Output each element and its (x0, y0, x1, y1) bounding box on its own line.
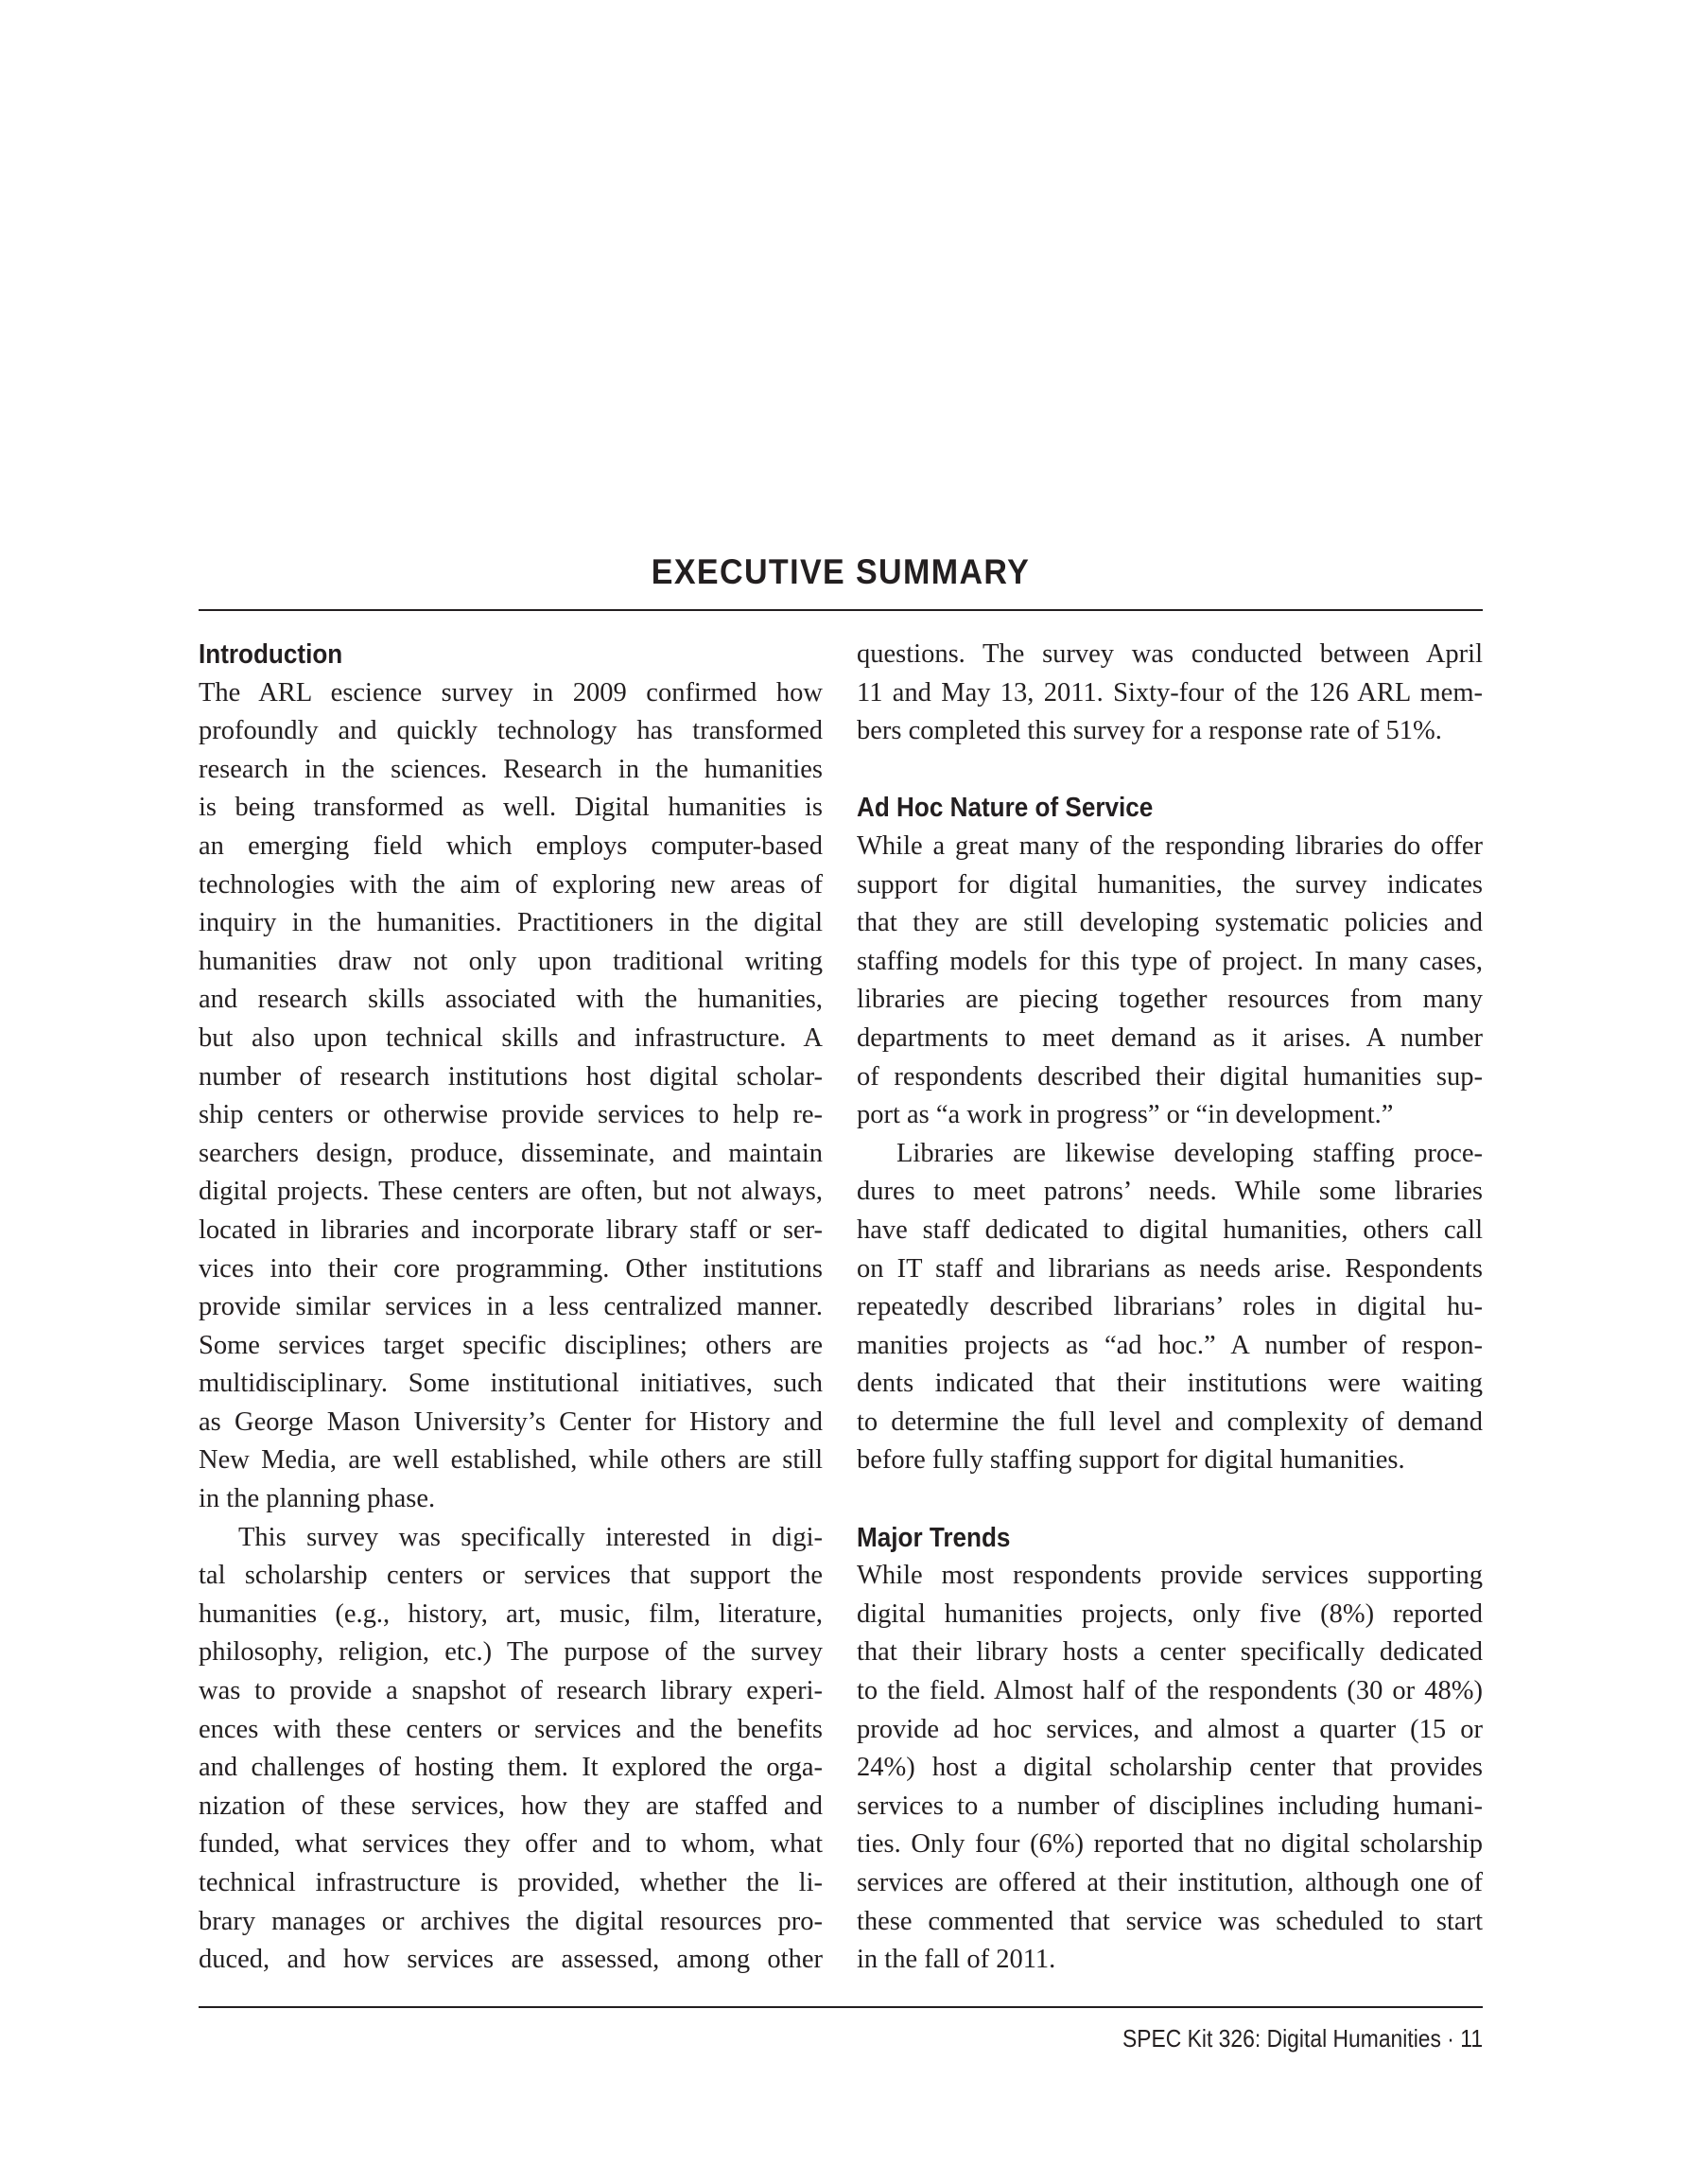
text-line: profoundly and quickly technology has transformed (199, 716, 823, 746)
text-line: The ARL escience survey in 2009 confirmed how (199, 677, 823, 708)
text-line: searchers design, produce, disseminate, and maintain (199, 1138, 823, 1168)
text-line: services are offered at their institution, although one of (857, 1868, 1483, 1897)
text-line: tal scholarship centers or services that support the (199, 1561, 823, 1591)
text-line: but also upon technical skills and infrastructure. A (199, 1022, 823, 1053)
text-line: is being transformed as well. Digital humanities is (199, 793, 823, 823)
text-line: of respondents described their digital humanities sup- (857, 1061, 1483, 1092)
text-line: Libraries are likewise developing staffing proce- (896, 1138, 1483, 1168)
ad-hoc-paragraph-1 (857, 828, 1483, 1135)
text-line: humanities draw not only upon traditional writing (199, 946, 823, 976)
text-line: an emerging field which employs computer-based (199, 830, 823, 861)
text-line: ship centers or otherwise provide services to help re- (199, 1100, 823, 1130)
text-line: ences with these centers or services and the benefits (199, 1714, 823, 1744)
text-line: these commented that service was scheduled to start (857, 1906, 1483, 1936)
text-line: and challenges of hosting them. It explored the orga- (199, 1753, 823, 1783)
text-line: dures to meet patrons’ needs. While some libraries (857, 1177, 1483, 1207)
text-line: nization of these services, how they are staffed and (199, 1791, 823, 1821)
text-line: vices into their core programming. Other institutions (199, 1253, 823, 1284)
text-line: philosophy, religion, etc.) The purpose of the survey (199, 1637, 823, 1668)
introduction-paragraph-2-continued (857, 636, 1483, 751)
text-line: that they are still developing systematic policies and (857, 908, 1483, 938)
right-column (857, 636, 1483, 1980)
text-line: services to a number of disciplines including humani- (857, 1791, 1483, 1821)
text-line: questions. The survey was conducted between April (857, 639, 1483, 669)
text-line: number of research institutions host digital scholar- (199, 1061, 823, 1092)
text-line: to the field. Almost half of the respondents (30 or 48%) (857, 1676, 1483, 1706)
page-title: EXECUTIVE SUMMARY (651, 552, 1031, 591)
text-line: provide similar services in a less centralized manner. (199, 1292, 823, 1322)
text-line: as George Mason University’s Center for History and (199, 1406, 823, 1437)
text-line: duced, and how services are assessed, among other (199, 1945, 823, 1975)
text-line: dents indicated that their institutions were waiting (857, 1369, 1483, 1399)
text-line: port as “a work in progress” or “in development.” (857, 1100, 1394, 1130)
text-line: was to provide a snapshot of research library experi- (199, 1676, 823, 1706)
introduction-paragraph-1 (199, 674, 823, 1519)
text-line: libraries are piecing together resources from many (857, 985, 1483, 1015)
page-footer: SPEC Kit 326: Digital Humanities · 11 (1122, 2024, 1483, 2053)
text-line: 11 and May 13, 2011. Sixty-four of the 126 ARL mem- (857, 677, 1483, 708)
text-line: digital projects. These centers are often, but not always, (199, 1177, 823, 1207)
text-line: New Media, are well established, while others are still (199, 1445, 823, 1476)
text-line: ties. Only four (6%) reported that no digital scholarship (857, 1829, 1483, 1860)
text-line: Some services target specific disciplines; others are (199, 1330, 823, 1360)
footer-divider (199, 2006, 1483, 2008)
text-line: humanities (e.g., history, art, music, film, literature, (199, 1599, 823, 1629)
section-heading-major-trends: Major Trends (857, 1522, 1011, 1553)
text-line: departments to meet demand as it arises. A number (857, 1022, 1483, 1053)
section-spacer (857, 751, 1483, 790)
text-line: While a great many of the responding libraries do offer (857, 830, 1483, 861)
text-line: technologies with the aim of exploring new areas of (199, 869, 823, 900)
text-line: staffing models for this type of project. In many cases, (857, 946, 1483, 976)
section-spacer (857, 1480, 1483, 1519)
text-line: on IT staff and librarians as needs arise. Respondents (857, 1253, 1483, 1284)
text-line: bers completed this survey for a response rate of 51%. (857, 716, 1442, 746)
text-line: inquiry in the humanities. Practitioners in the digital (199, 908, 823, 938)
text-line: technical infrastructure is provided, whether the li- (199, 1868, 823, 1897)
ad-hoc-paragraph-2 (857, 1135, 1483, 1480)
text-line: in the fall of 2011. (857, 1945, 1056, 1975)
text-line: digital humanities projects, only five (8%) reported (857, 1599, 1483, 1629)
text-line: manities projects as “ad hoc.” A number of respon- (857, 1330, 1483, 1360)
text-line: that their library hosts a center specifically dedicated (857, 1637, 1483, 1668)
title-divider (199, 609, 1483, 611)
section-heading-ad-hoc: Ad Hoc Nature of Service (857, 793, 1154, 824)
text-line: to determine the full level and complexity of demand (857, 1406, 1483, 1437)
text-line: located in libraries and incorporate library staff or ser- (199, 1214, 823, 1245)
text-line: funded, what services they offer and to whom, what (199, 1829, 823, 1860)
text-line: research in the sciences. Research in the humanities (199, 754, 823, 784)
text-line: repeatedly described librarians’ roles in digital hu- (857, 1292, 1483, 1322)
text-line: 24%) host a digital scholarship center that provides (857, 1753, 1483, 1783)
text-line: This survey was specifically interested in digi- (238, 1522, 823, 1552)
text-line: and research skills associated with the humanities, (199, 985, 823, 1015)
text-line: multidisciplinary. Some institutional initiatives, such (199, 1369, 823, 1399)
text-line: in the planning phase. (199, 1484, 436, 1514)
text-line: before fully staffing support for digital humanities. (857, 1445, 1405, 1476)
text-line: support for digital humanities, the survey indicates (857, 869, 1483, 900)
left-column (199, 636, 823, 1980)
introduction-paragraph-2 (199, 1519, 823, 1980)
text-line: brary manages or archives the digital resources pro- (199, 1906, 823, 1936)
text-line: While most respondents provide services supporting (857, 1561, 1483, 1591)
text-line: provide ad hoc services, and almost a quarter (15 or (857, 1714, 1483, 1744)
section-heading-introduction: Introduction (199, 639, 343, 670)
major-trends-paragraph (857, 1557, 1483, 1980)
text-line: have staff dedicated to digital humanities, others call (857, 1214, 1483, 1245)
